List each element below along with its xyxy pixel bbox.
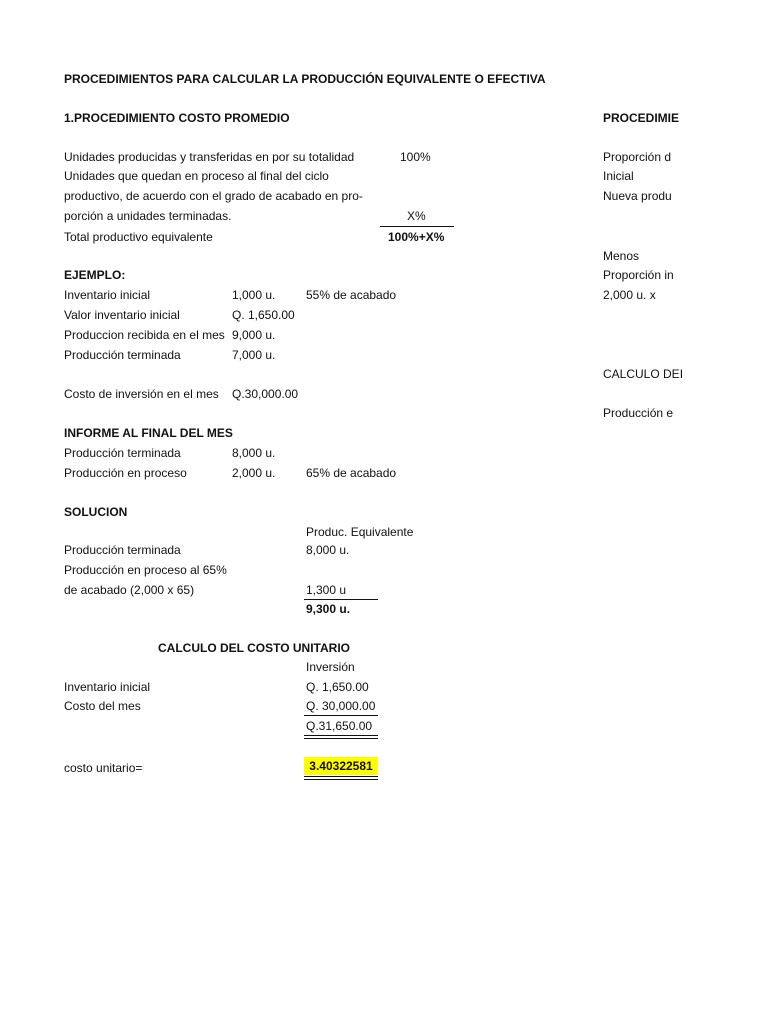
right-column-line-2: Inicial xyxy=(603,169,634,183)
section1-line-3: productivo, de acuerdo con el grado de acabado en pro- xyxy=(64,189,363,203)
right-column-line-3: Nueva produ xyxy=(603,189,672,203)
solucion-row-3-value: 1,300 u xyxy=(306,583,347,597)
solucion-row-1-value: 8,000 u. xyxy=(306,543,350,557)
costo-unitario-col-header: Inversión xyxy=(306,660,355,674)
costo-unitario-rule-bottom-2 xyxy=(304,738,378,739)
costo-unitario-row-2-value: Q. 30,000.00 xyxy=(306,699,376,713)
informe-row-2-label: Producción en proceso xyxy=(64,466,187,480)
section1-value-x: X% xyxy=(407,209,426,223)
ejemplo-row-3-value: 9,000 u. xyxy=(232,328,276,342)
solucion-col-header: Produc. Equivalente xyxy=(306,525,414,539)
section1-line-2: Unidades que quedan en proceso al final del ciclo xyxy=(64,169,329,183)
solucion-heading: SOLUCION xyxy=(64,505,128,519)
costo-unitario-row-1-label: Inventario inicial xyxy=(64,680,151,694)
costo-unitario-result-rule-2 xyxy=(304,779,378,780)
ejemplo-row-2-label: Valor inventario inicial xyxy=(64,308,180,322)
right-column-heading: PROCEDIMIE xyxy=(603,111,680,125)
page-title: PROCEDIMIENTOS PARA CALCULAR LA PRODUCCIÓN EQUIVALENTE O EFECTIVA xyxy=(64,72,546,86)
informe-row-2-note: 65% de acabado xyxy=(306,466,397,480)
costo-unitario-rule-bottom-1 xyxy=(304,735,378,736)
section1-line-1: Unidades producidas y transferidas en por su totalidad xyxy=(64,150,355,164)
section1-value-100: 100% xyxy=(400,150,431,164)
informe-row-2-value: 2,000 u. xyxy=(232,466,276,480)
ejemplo-row-1-label: Inventario inicial xyxy=(64,288,151,302)
section1-heading: 1.PROCEDIMIENTO COSTO PROMEDIO xyxy=(64,111,290,125)
costo-unitario-heading: CALCULO DEL COSTO UNITARIO xyxy=(158,641,350,655)
ejemplo-row-3-label: Produccion recibida en el mes xyxy=(64,328,225,342)
right-column-calc-line: 2,000 u. x xyxy=(603,288,656,302)
ejemplo-heading: EJEMPLO: xyxy=(64,268,126,282)
section1-line-5: Total productivo equivalente xyxy=(64,230,213,244)
section1-line-4: porción a unidades terminadas. xyxy=(64,209,232,223)
costo-unitario-result-label: costo unitario= xyxy=(64,761,143,775)
ejemplo-row-2-value: Q. 1,650.00 xyxy=(232,308,295,322)
costo-unitario-row-2-label: Costo del mes xyxy=(64,699,141,713)
costo-unitario-rule-top xyxy=(304,715,378,716)
section1-value-total: 100%+X% xyxy=(388,230,445,244)
ejemplo-row-4-value: 7,000 u. xyxy=(232,348,276,362)
costo-unitario-row-1-value: Q. 1,650.00 xyxy=(306,680,369,694)
solucion-row-3-label: de acabado (2,000 x 65) xyxy=(64,583,195,597)
right-column-menos: Menos xyxy=(603,249,640,263)
right-column-produccion: Producción e xyxy=(603,406,674,420)
costo-unitario-total: Q.31,650.00 xyxy=(306,719,373,733)
informe-row-1-label: Producción terminada xyxy=(64,446,181,460)
right-column-proporcion-inicial: Proporción in xyxy=(603,268,674,282)
costo-unitario-result-value: 3.40322581 xyxy=(304,757,378,775)
solucion-rule xyxy=(304,599,378,600)
right-column-calculo: CALCULO DEI xyxy=(603,367,684,381)
ejemplo-cost-value: Q.30,000.00 xyxy=(232,387,299,401)
right-column-line-1: Proporción d xyxy=(603,150,672,164)
ejemplo-row-1-value: 1,000 u. xyxy=(232,288,276,302)
informe-row-1-value: 8,000 u. xyxy=(232,446,276,460)
solucion-row-2-label: Producción en proceso al 65% xyxy=(64,563,227,577)
section1-rule xyxy=(380,226,454,227)
ejemplo-row-1-note: 55% de acabado xyxy=(306,288,397,302)
solucion-row-1-label: Producción terminada xyxy=(64,543,181,557)
informe-heading: INFORME AL FINAL DEL MES xyxy=(64,426,233,440)
costo-unitario-result-rule-1 xyxy=(304,776,378,777)
ejemplo-row-4-label: Producción terminada xyxy=(64,348,181,362)
ejemplo-cost-label: Costo de inversión en el mes xyxy=(64,387,219,401)
solucion-total: 9,300 u. xyxy=(306,602,351,616)
